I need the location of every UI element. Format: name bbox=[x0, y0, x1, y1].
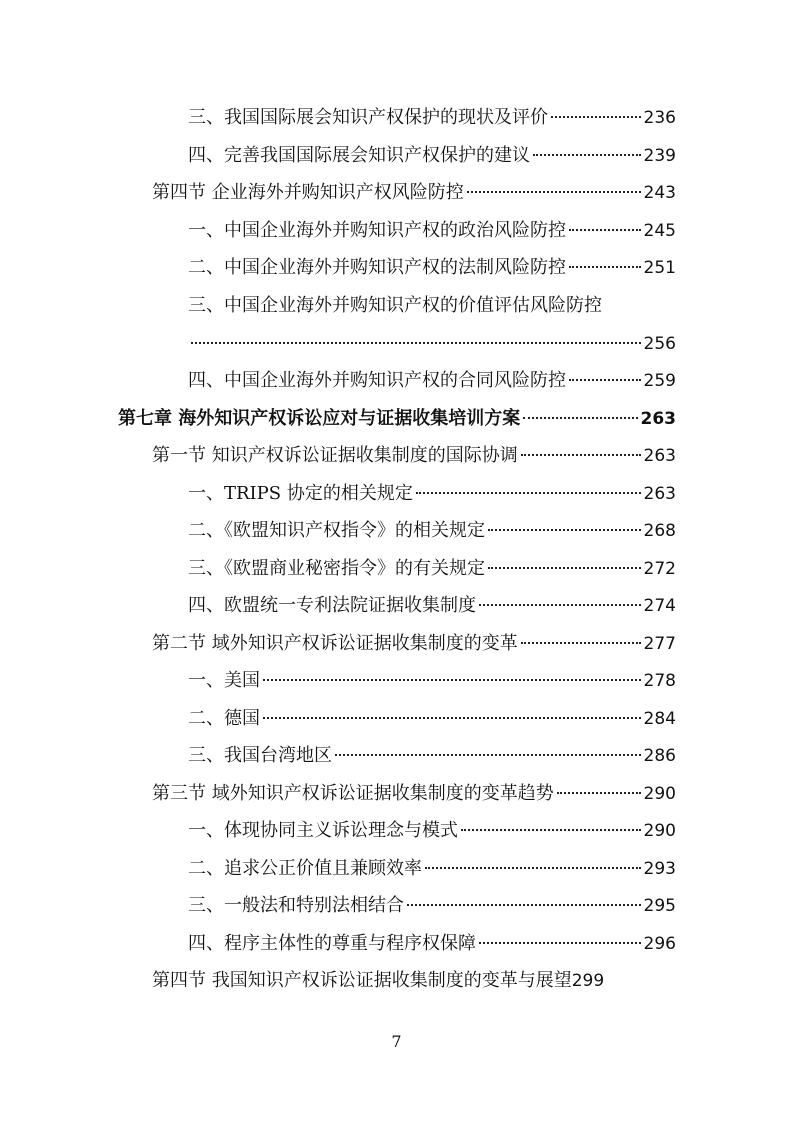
toc-entry-page: 293 bbox=[643, 859, 676, 879]
dot-leader bbox=[488, 529, 641, 531]
dot-leader bbox=[263, 717, 641, 719]
dot-leader bbox=[335, 754, 641, 756]
toc-entry[interactable] bbox=[152, 631, 676, 657]
toc-entry[interactable] bbox=[188, 556, 676, 582]
dot-leader bbox=[416, 492, 641, 494]
dot-leader bbox=[533, 154, 641, 156]
dot-leader bbox=[569, 229, 641, 231]
dot-leader bbox=[521, 454, 641, 456]
toc-entry-label: 三、一般法和特别法相结合 bbox=[188, 895, 404, 916]
toc-entry-page: 277 bbox=[643, 634, 676, 654]
toc-entry-page: 286 bbox=[643, 746, 676, 766]
toc-entry-continuation[interactable] bbox=[188, 331, 676, 357]
toc-entry-label: 二、中国企业海外并购知识产权的法制风险防控 bbox=[188, 257, 566, 278]
toc-entry-page: 290 bbox=[643, 821, 676, 841]
toc-entry-label: 四、欧盟统一专利法院证据收集制度 bbox=[188, 595, 476, 616]
toc-entry[interactable] bbox=[188, 293, 676, 319]
toc-entry[interactable] bbox=[152, 968, 686, 994]
toc-entry-label: 二、德国 bbox=[188, 708, 260, 729]
toc-entry[interactable] bbox=[188, 668, 676, 694]
toc-entry[interactable] bbox=[188, 706, 676, 732]
toc-entry-label: 一、中国企业海外并购知识产权的政治风险防控 bbox=[188, 220, 566, 241]
toc-entry-page: 299 bbox=[571, 971, 605, 991]
toc-entry-page: 278 bbox=[643, 671, 676, 691]
toc-entry-label: 第一节 知识产权诉讼证据收集制度的国际协调 bbox=[152, 445, 518, 466]
dot-leader bbox=[523, 417, 637, 419]
toc-entry-label: 一、TRIPS 协定的相关规定 bbox=[188, 483, 413, 504]
toc-entry-label: 一、美国 bbox=[188, 670, 260, 691]
dot-leader bbox=[407, 904, 641, 906]
dot-leader bbox=[461, 829, 641, 831]
toc-entry-page: 243 bbox=[643, 183, 676, 203]
toc-entry[interactable] bbox=[152, 443, 676, 469]
toc-entry-page: 263 bbox=[643, 446, 676, 466]
toc-entry-page: 290 bbox=[643, 784, 676, 804]
toc-entry-label: 四、中国企业海外并购知识产权的合同风险防控 bbox=[188, 370, 566, 391]
toc-entry[interactable] bbox=[188, 105, 676, 131]
dot-leader bbox=[479, 604, 641, 606]
toc-entry-label: 二、追求公正价值且兼顾效率 bbox=[188, 858, 422, 879]
toc-chapter-entry[interactable] bbox=[118, 406, 676, 432]
dot-leader bbox=[467, 191, 641, 193]
toc-entry[interactable] bbox=[188, 818, 676, 844]
dot-leader bbox=[557, 792, 641, 794]
toc-entry-page: 295 bbox=[643, 896, 676, 916]
toc-entry-page: 263 bbox=[640, 409, 676, 429]
dot-leader bbox=[488, 567, 641, 569]
toc-entry-label: 第七章 海外知识产权诉讼应对与证据收集培训方案 bbox=[118, 408, 521, 429]
toc-entry-label: 二、《欧盟知识产权指令》的相关规定 bbox=[188, 520, 485, 541]
toc-entry-page: 251 bbox=[643, 258, 676, 278]
dot-leader bbox=[479, 942, 641, 944]
toc-entry[interactable] bbox=[188, 143, 676, 169]
toc-entry-page: 245 bbox=[643, 221, 676, 241]
dot-leader bbox=[569, 379, 641, 381]
toc-entry-label: 三、《欧盟商业秘密指令》的有关规定 bbox=[188, 558, 485, 579]
toc-entry[interactable] bbox=[188, 518, 676, 544]
toc-entry-label: 四、完善我国国际展会知识产权保护的建议 bbox=[188, 145, 530, 166]
toc-entry[interactable] bbox=[188, 856, 676, 882]
toc-entry-page: 272 bbox=[643, 559, 676, 579]
toc-entry[interactable] bbox=[188, 218, 676, 244]
toc-entry-page: 239 bbox=[643, 146, 676, 166]
toc-entry-label: 三、中国企业海外并购知识产权的价值评估风险防控 bbox=[188, 295, 602, 316]
toc-entry-label: 第四节 企业海外并购知识产权风险防控 bbox=[152, 182, 464, 203]
toc-entry-page: 259 bbox=[643, 371, 676, 391]
toc-entry[interactable] bbox=[188, 593, 676, 619]
toc-entry-label: 第三节 域外知识产权诉讼证据收集制度的变革趋势 bbox=[152, 783, 554, 804]
page-number: 7 bbox=[391, 1032, 402, 1051]
dot-leader bbox=[551, 116, 641, 118]
dot-leader bbox=[521, 642, 641, 644]
toc-entry[interactable] bbox=[188, 893, 676, 919]
toc-entry-label: 一、体现协同主义诉讼理念与模式 bbox=[188, 820, 458, 841]
toc-entry-label: 第四节 我国知识产权诉讼证据收集制度的变革与展望 bbox=[152, 970, 572, 991]
toc-entry-page: 256 bbox=[643, 334, 676, 354]
toc-entry-page: 263 bbox=[643, 484, 676, 504]
toc-entry[interactable] bbox=[188, 481, 676, 507]
toc-entry[interactable] bbox=[152, 781, 676, 807]
toc-entry-page: 284 bbox=[643, 709, 676, 729]
toc-entry-page: 236 bbox=[643, 108, 676, 128]
dot-leader bbox=[263, 679, 641, 681]
dot-leader bbox=[425, 867, 641, 869]
toc-entry[interactable] bbox=[188, 931, 676, 957]
toc-entry-label: 四、程序主体性的尊重与程序权保障 bbox=[188, 933, 476, 954]
dot-leader bbox=[569, 266, 641, 268]
toc-entry-page: 274 bbox=[643, 596, 676, 616]
toc-entry[interactable] bbox=[188, 255, 676, 281]
toc-entry[interactable] bbox=[188, 368, 676, 394]
toc-entry[interactable] bbox=[188, 743, 676, 769]
toc-entry[interactable] bbox=[152, 180, 676, 206]
toc-entry-label: 第二节 域外知识产权诉讼证据收集制度的变革 bbox=[152, 633, 518, 654]
toc-entry-page: 296 bbox=[643, 934, 676, 954]
toc-entry-page: 268 bbox=[643, 521, 676, 541]
toc-entry-label: 三、我国台湾地区 bbox=[188, 745, 332, 766]
dot-leader bbox=[191, 342, 641, 344]
toc-entry-label: 三、我国国际展会知识产权保护的现状及评价 bbox=[188, 107, 548, 128]
